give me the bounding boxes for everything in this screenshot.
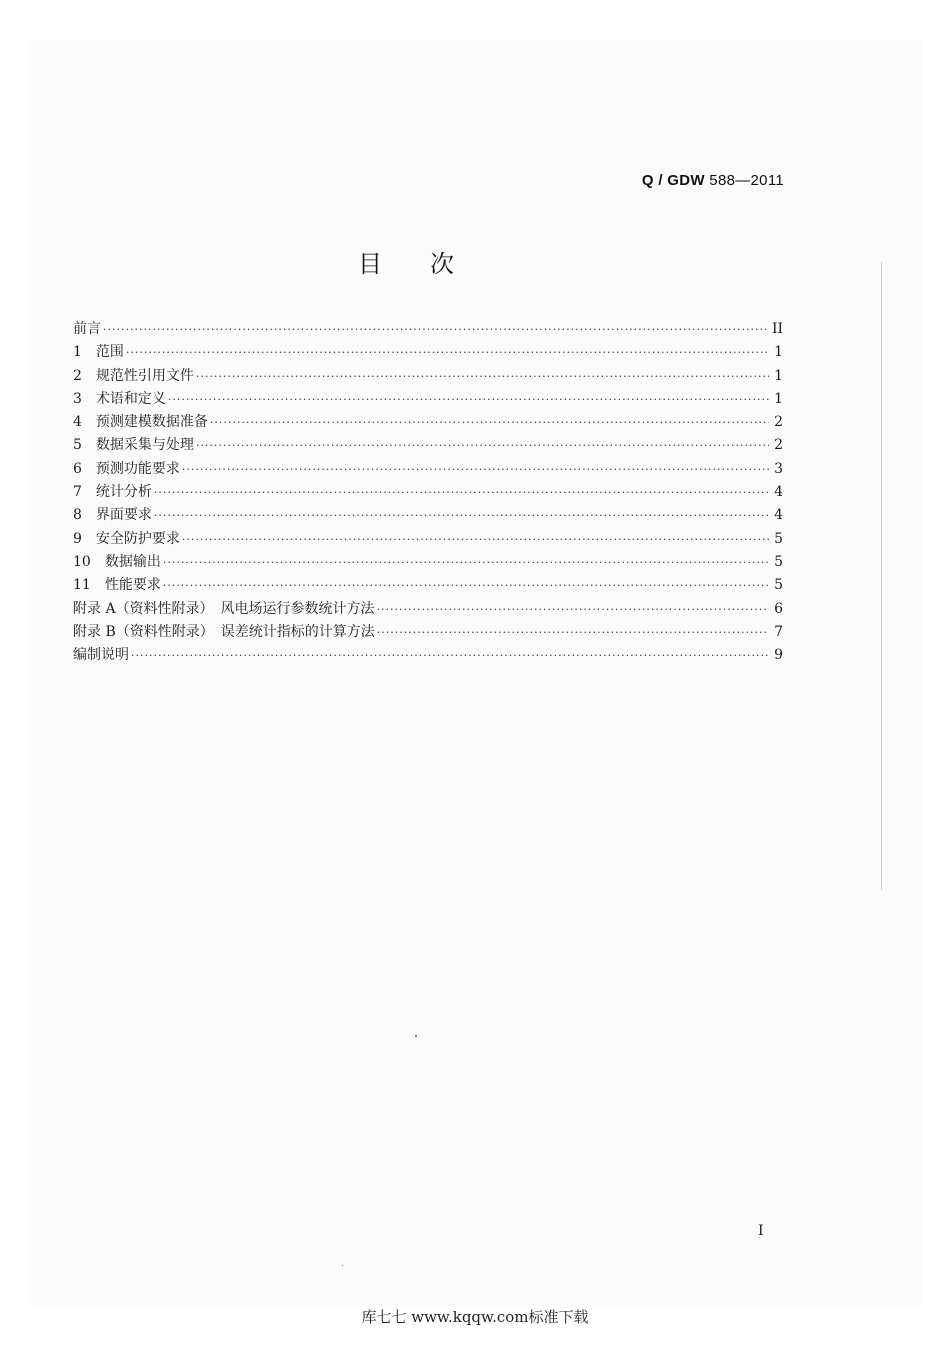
toc-entry[interactable] — [73, 644, 783, 667]
toc-leader-dots — [210, 411, 769, 434]
toc-entry-label: 1 范围 — [73, 344, 124, 361]
standard-code — [642, 172, 784, 189]
toc-entry-label: 5 数据采集与处理 — [73, 437, 194, 454]
toc-leader-dots — [377, 598, 769, 621]
toc-entry-label: 10 数据输出 — [73, 553, 161, 570]
toc-entry-page: 1 — [774, 344, 783, 361]
toc-entry-label: 8 界面要求 — [73, 507, 152, 524]
toc-entry-page: 7 — [774, 623, 783, 640]
toc-entry[interactable] — [73, 528, 783, 551]
toc-entry-label: 2 规范性引用文件 — [73, 367, 194, 384]
toc-entry-page: 4 — [774, 484, 783, 501]
toc-entry[interactable] — [73, 574, 783, 597]
scan-speck — [415, 1035, 417, 1037]
toc-entry[interactable] — [73, 551, 783, 574]
toc-entry-label: 附录 A（资料性附录） 风电场运行参数统计方法 — [73, 600, 375, 617]
toc-entry[interactable] — [73, 318, 783, 341]
standard-code-number: 588—2011 — [704, 172, 784, 189]
toc-entry[interactable] — [73, 621, 783, 644]
standard-code-prefix: Q / GDW — [641, 172, 705, 189]
toc-leader-dots — [103, 318, 769, 341]
toc-entry-page: 4 — [774, 507, 783, 524]
toc-entry-page: II — [771, 321, 783, 337]
toc-leader-dots — [163, 574, 769, 597]
toc-leader-dots — [182, 458, 769, 481]
toc-entry-page: 6 — [774, 600, 783, 617]
page-number: I — [758, 1223, 764, 1239]
toc-entry-label: 前言 — [73, 321, 101, 337]
toc-entry-page: 2 — [774, 414, 783, 431]
toc-title: 目次 — [358, 250, 502, 278]
toc-leader-dots — [377, 621, 769, 644]
document-page — [28, 40, 922, 1305]
toc-entry-page: 5 — [774, 553, 783, 570]
toc-leader-dots — [196, 434, 769, 457]
footer-watermark: 库七七 www.kqqw.com标准下载 — [361, 1308, 589, 1326]
toc-entry-page: 9 — [774, 647, 783, 664]
toc-leader-dots — [154, 504, 769, 527]
toc-entry[interactable] — [73, 481, 783, 504]
toc-entry-page: 5 — [774, 577, 783, 594]
toc-leader-dots — [163, 551, 769, 574]
toc-entry-page: 3 — [774, 460, 783, 477]
toc-entry-label: 3 术语和定义 — [73, 390, 166, 407]
toc-entry[interactable] — [73, 365, 783, 388]
scan-speck — [342, 1265, 343, 1266]
toc-entry[interactable] — [73, 458, 783, 481]
toc-entry[interactable] — [73, 504, 783, 527]
toc-entry-page: 1 — [774, 367, 783, 384]
toc-leader-dots — [131, 644, 769, 667]
table-of-contents — [73, 318, 783, 667]
toc-entry-label: 9 安全防护要求 — [73, 530, 180, 547]
toc-entry-page: 2 — [774, 437, 783, 454]
toc-entry[interactable] — [73, 341, 783, 364]
toc-entry[interactable] — [73, 434, 783, 457]
toc-entry[interactable] — [73, 411, 783, 434]
toc-leader-dots — [168, 388, 769, 411]
toc-entry[interactable] — [73, 388, 783, 411]
toc-entry[interactable] — [73, 598, 783, 621]
toc-leader-dots — [126, 341, 769, 364]
toc-leader-dots — [182, 528, 769, 551]
toc-entry-label: 附录 B（资料性附录） 误差统计指标的计算方法 — [73, 623, 375, 640]
toc-leader-dots — [196, 365, 769, 388]
toc-entry-page: 5 — [774, 530, 783, 547]
scan-edge-line — [881, 262, 882, 890]
toc-entry-label: 6 预测功能要求 — [73, 460, 180, 477]
toc-entry-label: 4 预测建模数据准备 — [73, 414, 208, 431]
toc-entry-label: 编制说明 — [73, 647, 129, 664]
toc-entry-label: 7 统计分析 — [73, 484, 152, 501]
toc-leader-dots — [154, 481, 769, 504]
toc-entry-page: 1 — [774, 390, 783, 407]
toc-entry-label: 11 性能要求 — [73, 577, 161, 594]
